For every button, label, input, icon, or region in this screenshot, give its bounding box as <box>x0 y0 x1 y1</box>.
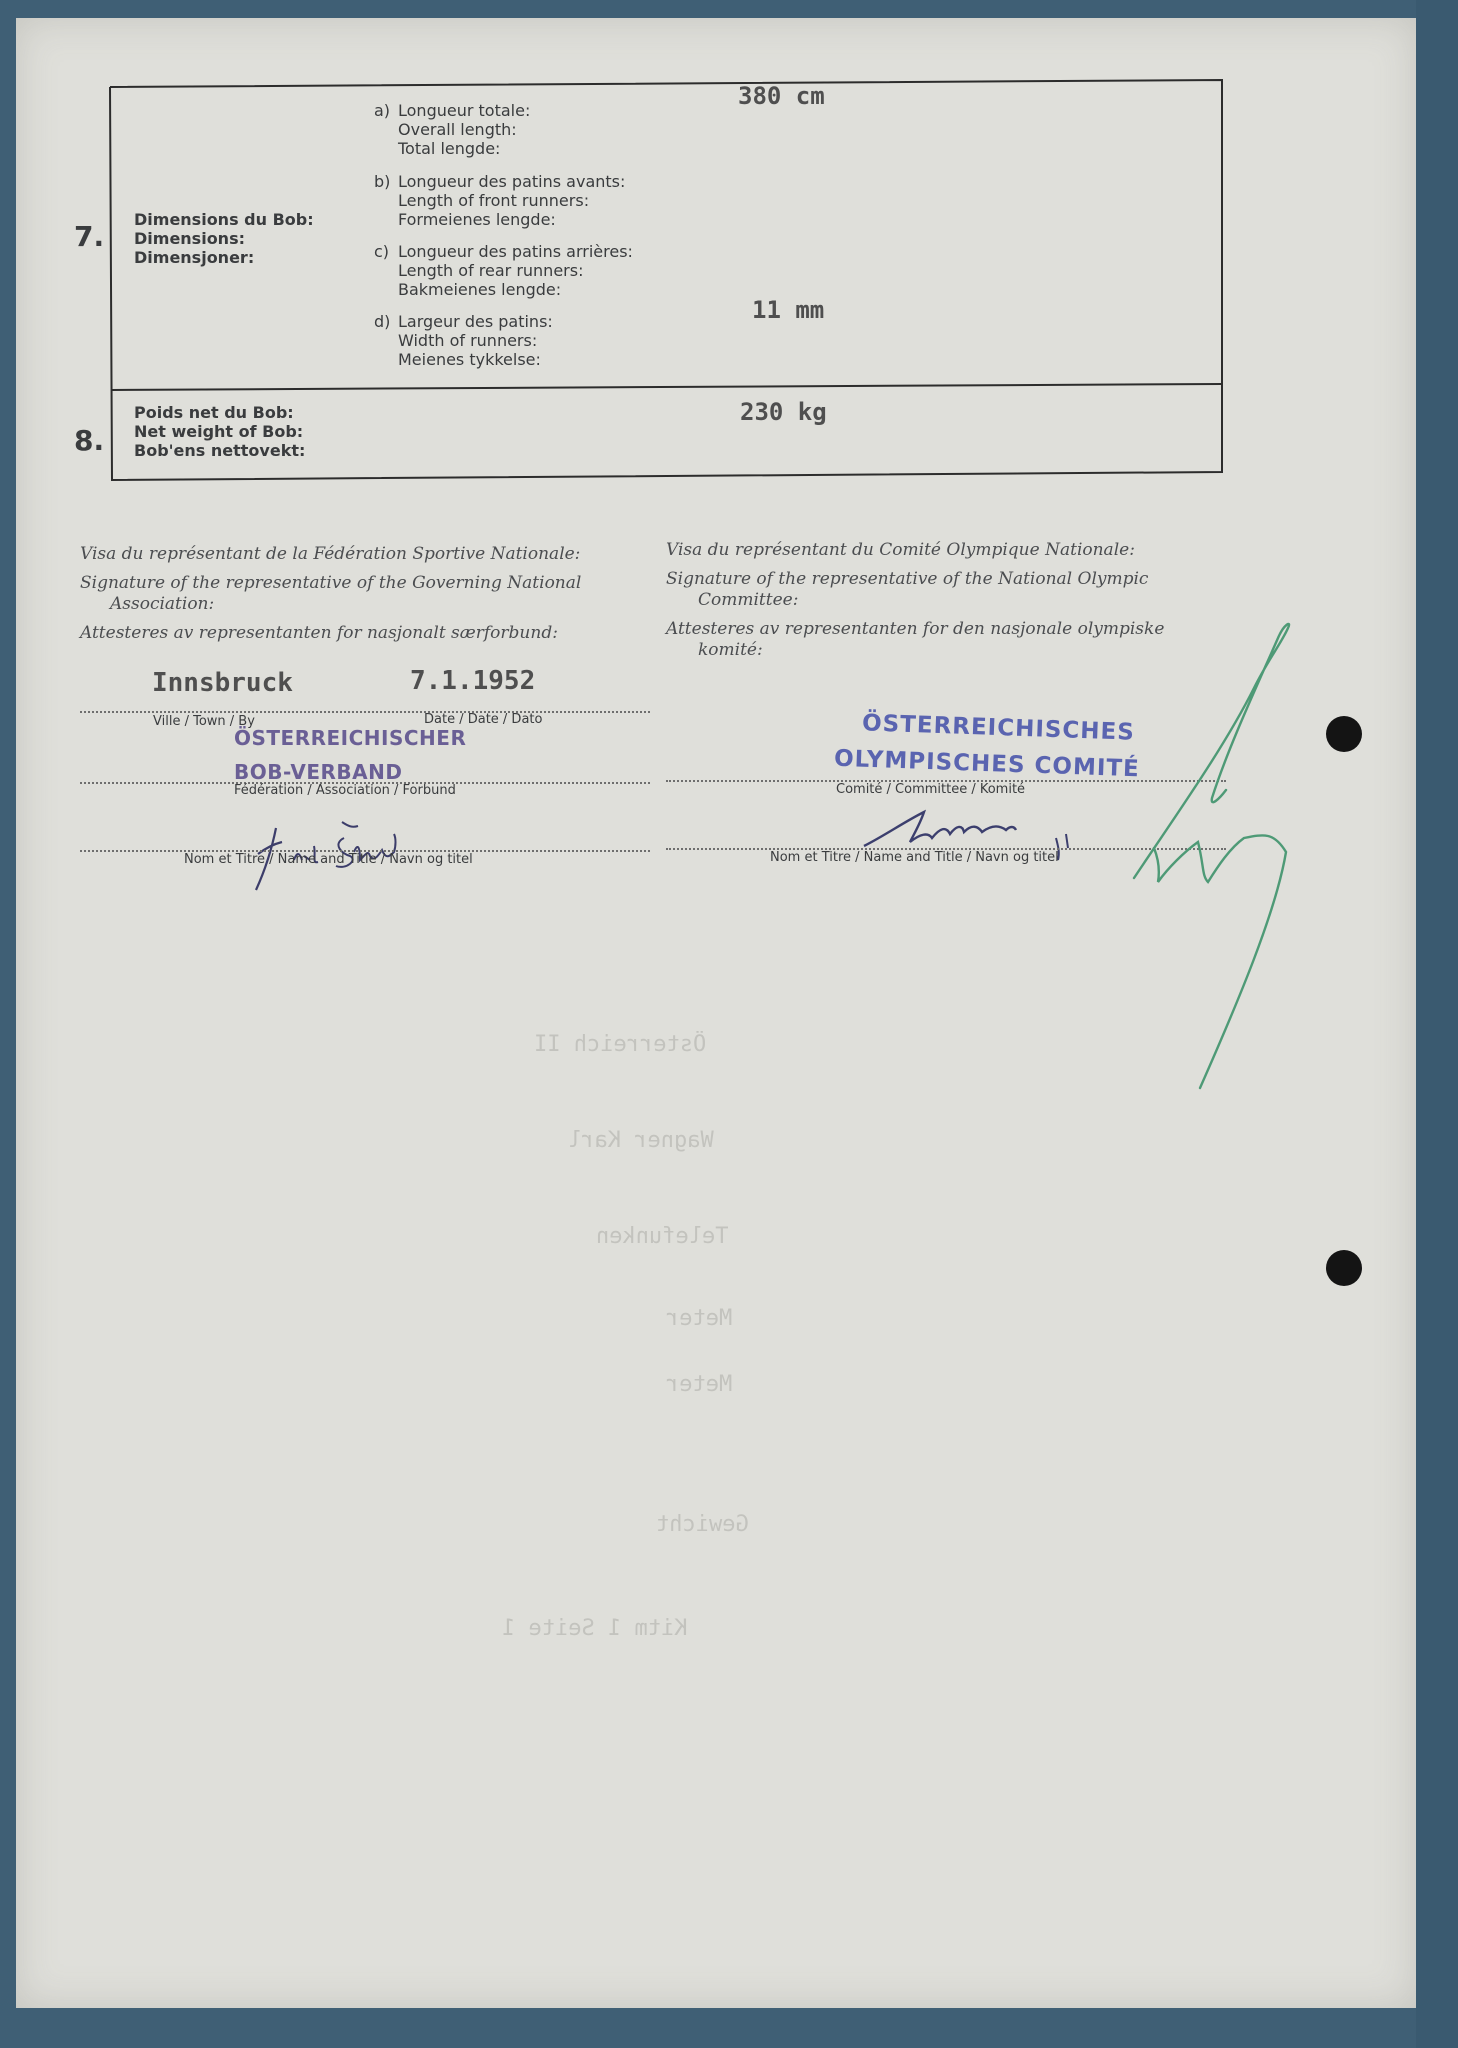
committee-label: Comité / Committee / Komité <box>836 782 1026 797</box>
federation-label: Fédération / Association / Forbund <box>234 783 456 798</box>
section-7-heading: Dimensions du Bob: Dimensions: Dimensjoner: <box>134 210 314 267</box>
committee-stamp-line-2: OLYMPISCHES COMITÉ <box>833 745 1141 783</box>
item-a: a) Longueur totale: Overall length: Total lengde: <box>374 101 531 158</box>
federation-stamp-line-2: BOB-VERBAND <box>234 760 403 784</box>
item-c: c) Longueur des patins arrières: Length of rear runners: Bakmeienes lengde: <box>374 242 633 299</box>
visa-federation-text: Visa du représentant de la Fédération Sportive Nationale: Signature of the representative of the Governing National Association: Attesteres av representanten for nasjonalt særforbund: <box>80 544 582 643</box>
item-b: b) Longueur des patins avants: Length of front runners: Formeienes lengde: <box>374 172 626 229</box>
runner-width-value: 11 mm <box>752 296 825 324</box>
date-label: Date / Date / Dato <box>424 712 543 727</box>
show-through-1: Österreich II <box>534 1032 707 1057</box>
section-8-number: 8. <box>74 424 105 457</box>
show-through-7: Kitm 1 Seite 1 <box>502 1616 688 1641</box>
show-through-4: Meter <box>666 1306 733 1331</box>
federation-stamp-line-1: ÖSTERREICHISCHER <box>234 726 467 750</box>
background-strip <box>1416 0 1458 2048</box>
date-value: 7.1.1952 <box>410 666 536 696</box>
committee-stamp-line-1: ÖSTERREICHISCHES <box>861 710 1136 746</box>
punch-hole-top <box>1326 716 1362 752</box>
overall-length-value: 380 cm <box>738 82 825 110</box>
town-value: Innsbruck <box>152 668 293 698</box>
punch-hole-bottom <box>1326 1250 1362 1286</box>
show-through-3: Telefunken <box>596 1224 729 1249</box>
left-name-label: Nom et Titre / Name and Title / Navn og titel <box>184 852 473 867</box>
right-name-label: Nom et Titre / Name and Title / Navn og titel <box>770 850 1059 865</box>
document-page <box>16 18 1416 2008</box>
net-weight-value: 230 kg <box>740 398 827 426</box>
visa-committee-text: Visa du représentant du Comité Olympique Nationale: Signature of the representative of the National Olympic Committee: Attesteres av representanten for den nasjonale olympiske komité: <box>666 540 1165 660</box>
town-label: Ville / Town / By <box>153 714 255 729</box>
section-7-number: 7. <box>74 220 105 253</box>
section-8-heading: Poids net du Bob: Net weight of Bob: Bob'ens nettovekt: <box>134 403 306 460</box>
show-through-5: Meter <box>666 1372 733 1397</box>
show-through-6: Gewicht <box>656 1512 749 1537</box>
item-d: d) Largeur des patins: Width of runners: Meienes tykkelse: <box>374 312 553 369</box>
green-signature <box>1096 618 1356 1118</box>
show-through-2: Wagner Karl <box>568 1128 714 1153</box>
town-date-line <box>80 711 650 713</box>
